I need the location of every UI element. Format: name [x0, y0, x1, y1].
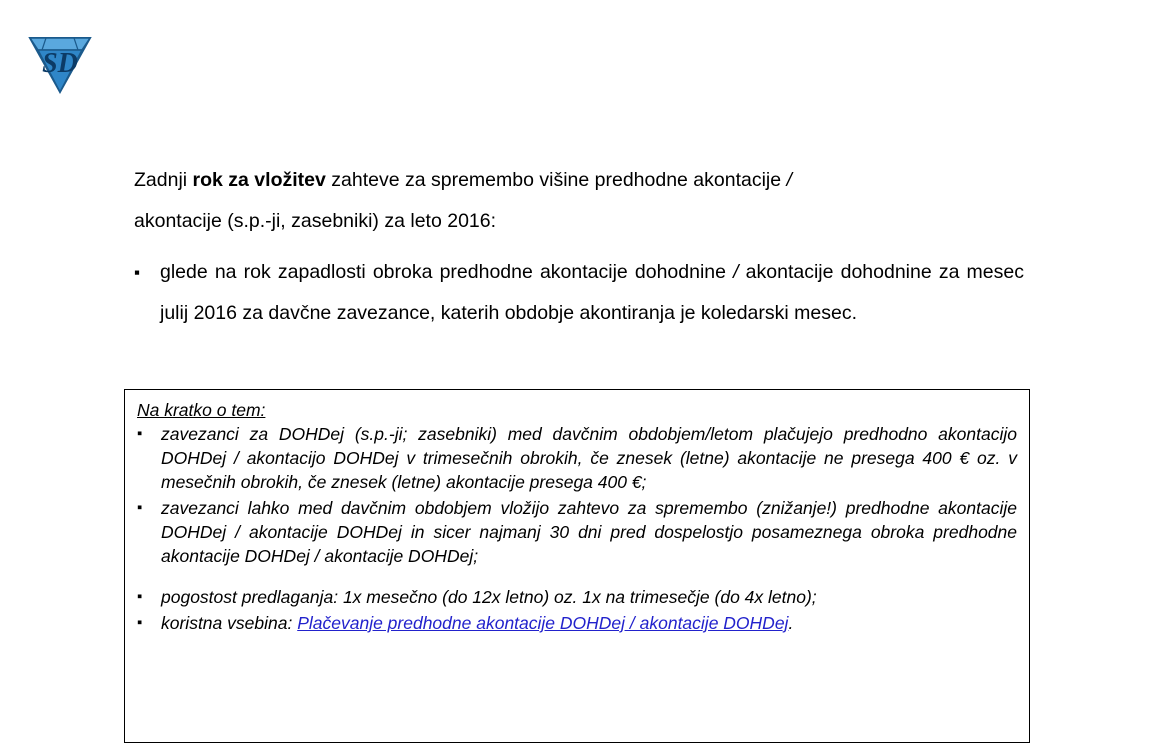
summary-item-text: zavezanci lahko med davčnim obdobjem vložijo zahtevo za spremembo (znižanje!) predhodne akontacije DOHDej / akontacije DOHDej in sicer najmanj 30 dni pred dospelostjo posameznega obroka predhodne akontacije DOHDej / akontacije DOHDej; [161, 498, 1017, 566]
lead-slash: / [786, 169, 792, 191]
bullet-marker-icon: ▪ [137, 499, 143, 516]
link-row-prefix: koristna vsebina [161, 613, 288, 633]
bullet-text-part-a: glede na rok zapadlosti obroka predhodne akontacije dohodnine [160, 261, 734, 283]
bullet-marker-icon: ▪ [134, 263, 141, 282]
spacer [137, 570, 1017, 585]
logo-icon [22, 30, 98, 98]
bullet-marker-icon: ▪ [137, 425, 143, 442]
link-row-suffix: . [788, 613, 794, 633]
summary-box [124, 389, 1030, 743]
bullet-text-part-b: akontacije dohodnine za mesec julij 2016 za davčne zavezance, katerih obdobje akontiranja je koledarski mesec. [160, 261, 1024, 324]
bullet-item-text [160, 252, 1024, 334]
list-item [137, 422, 1017, 494]
document-body [134, 160, 1024, 334]
summary-item-text: zavezanci za DOHDej (s.p.-ji; zasebniki) med davčnim obdobjem/letom plačujejo predhodno akontacijo DOHDej / akontacijo DOHDej v trimesečnih obrokih, če znesek (letne) akontacije ne presega 400 € oz. v mesečnih obrokih, če znesek (letne) akontacije presega 400 €; [161, 424, 1017, 492]
link-row-separator: : [287, 613, 298, 633]
lead-bold-text: rok za vložitev [192, 169, 326, 191]
lead-text-2: zahteve za spremembo višine predhodne akontacije [325, 169, 787, 191]
list-item [137, 585, 1017, 609]
bullet-marker-icon: ▪ [137, 588, 143, 605]
summary-item-link-row [161, 611, 1017, 635]
lead-paragraph-line2: akontacije (s.p.-ji, zasebniki) za leto 2016: [134, 210, 497, 232]
list-item [134, 252, 1024, 334]
lead-text-1: Zadnji [134, 169, 193, 191]
list-item-with-link [137, 611, 1017, 635]
summary-item-text: pogostost predlaganja: 1x mesečno (do 12x letno) oz. 1x na trimesečje (do 4x letno); [161, 587, 817, 607]
svg-text:SD: SD [42, 48, 78, 79]
bullet-marker-icon: ▪ [137, 614, 143, 631]
bullet-slash: / [733, 261, 739, 283]
plate-payment-link[interactable]: Plačevanje predhodne akontacije DOHDej / akontacije DOHDej [297, 613, 789, 633]
sd-diamond-logo [22, 30, 98, 98]
lead-paragraph-line1 [134, 160, 1024, 201]
list-item [137, 496, 1017, 568]
summary-box-title: Na kratko o tem: [137, 400, 266, 420]
